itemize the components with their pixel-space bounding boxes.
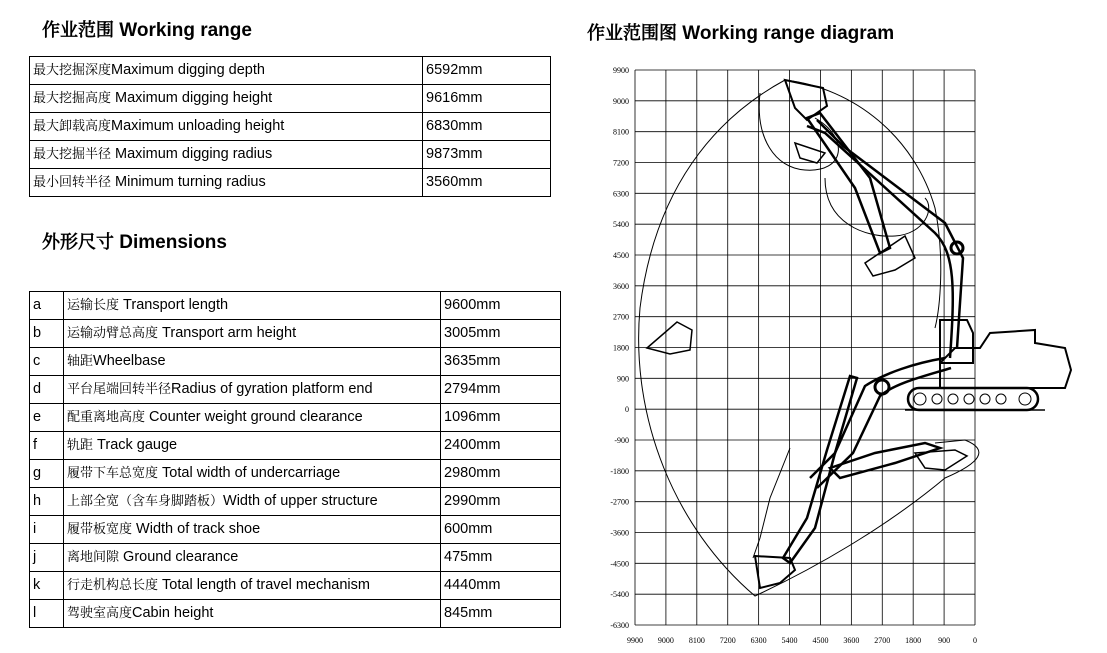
label-cn: 离地间隙 [67, 550, 120, 565]
label-en: Minimum turning radius [111, 174, 266, 190]
arm-up [807, 113, 890, 253]
bucket-extended [915, 450, 967, 470]
dimension-value: 9600mm [441, 292, 561, 320]
dimension-value: 2400mm [441, 432, 561, 460]
dimension-value: 600mm [441, 516, 561, 544]
y-tick-label: -1800 [610, 466, 629, 476]
x-tick-label: 5400 [781, 636, 798, 645]
y-tick-label: 6300 [613, 189, 629, 199]
dimension-key: k [30, 572, 64, 600]
diagram-title [587, 19, 894, 45]
dimension-value: 2980mm [441, 460, 561, 488]
y-tick-label: -5400 [610, 590, 629, 600]
dimension-key: g [30, 460, 64, 488]
dimension-value: 845mm [441, 600, 561, 628]
label-en: Total width of undercarriage [158, 465, 341, 481]
dimension-label [64, 432, 441, 460]
dimension-label [64, 292, 441, 320]
label-en: Maximum digging radius [111, 146, 273, 162]
label-cn: 配重离地高度 [67, 410, 146, 425]
label-cn: 最小回转半径 [33, 175, 112, 190]
label-cn: 运输动臂总高度 [67, 326, 159, 341]
dimension-value: 1096mm [441, 404, 561, 432]
label-cn: 最大挖掘半径 [33, 147, 112, 162]
label-en: Track gauge [93, 437, 178, 453]
x-tick-label: 0 [973, 636, 977, 645]
label-en: Counter weight ground clearance [145, 409, 363, 425]
label-cn: 最大卸载高度 [33, 119, 112, 134]
working-range-row [30, 141, 551, 169]
x-tick-label: 2700 [874, 636, 891, 645]
dimension-row [30, 572, 561, 600]
y-tick-label: 2700 [613, 312, 629, 322]
label-en: Transport length [119, 297, 229, 313]
dimension-row [30, 404, 561, 432]
diagram-title-cn: 作业范围图 [587, 23, 677, 44]
y-tick-label: -3600 [610, 528, 629, 538]
label-en: Transport arm height [158, 325, 297, 341]
working-range-label [30, 141, 423, 169]
dimension-row [30, 432, 561, 460]
dimensions-title-cn: 外形尺寸 [42, 232, 114, 253]
dimension-label [64, 320, 441, 348]
dimensions-title [42, 228, 227, 254]
y-tick-label: -900 [614, 436, 629, 445]
dimension-label [64, 348, 441, 376]
dimension-row [30, 544, 561, 572]
dimension-label [64, 376, 441, 404]
dimension-key: b [30, 320, 64, 348]
label-cn: 运输长度 [67, 298, 120, 313]
x-tick-label: 9000 [657, 636, 674, 645]
dimension-value: 3635mm [441, 348, 561, 376]
working-range-label [30, 113, 423, 141]
label-cn: 履带板宽度 [67, 522, 133, 537]
label-en: Width of upper structure [223, 493, 378, 509]
dimension-label [64, 544, 441, 572]
dimension-label [64, 404, 441, 432]
y-tick-label: 9900 [613, 66, 629, 75]
boom-up [807, 126, 953, 358]
working-range-row [30, 113, 551, 141]
dimension-row [30, 600, 561, 628]
y-tick-label: 5400 [613, 220, 629, 230]
working-range-label [30, 85, 423, 113]
y-tick-label: -6300 [610, 621, 629, 630]
dimension-key: e [30, 404, 64, 432]
dimension-row [30, 348, 561, 376]
x-tick-label: 4500 [812, 636, 829, 645]
y-tick-label: 4500 [613, 251, 629, 260]
working-range-table [29, 56, 551, 197]
dimension-key: j [30, 544, 64, 572]
max-reach-envelope [639, 80, 979, 596]
label-en: Maximum digging height [111, 90, 273, 106]
dimension-key: c [30, 348, 64, 376]
dimension-key: h [30, 488, 64, 516]
dimensions-title-en: Dimensions [119, 232, 227, 253]
working-range-value: 9873mm [423, 141, 551, 169]
y-tick-label: -4500 [610, 559, 629, 569]
label-cn: 驾驶室高度 [67, 606, 133, 621]
excavator-drawing [639, 80, 1071, 596]
y-tick-label: 1800 [613, 343, 629, 353]
dimension-value: 475mm [441, 544, 561, 572]
dimension-label [64, 488, 441, 516]
upper-structure [940, 330, 1071, 388]
label-cn: 行走机构总长度 [67, 578, 159, 593]
dimension-value: 4440mm [441, 572, 561, 600]
dimension-row [30, 292, 561, 320]
boom-up-lower [817, 120, 963, 348]
y-tick-label: 7200 [613, 158, 629, 168]
diagram-title-en: Working range diagram [682, 23, 895, 44]
x-tick-label: 7200 [719, 636, 736, 645]
working-range-row [30, 169, 551, 197]
working-range-value: 3560mm [423, 169, 551, 197]
label-cn: 最大挖掘高度 [33, 91, 112, 106]
x-tick-label: 3600 [843, 636, 860, 645]
dimension-label [64, 460, 441, 488]
dimension-label [64, 572, 441, 600]
y-tick-label: -2700 [610, 497, 629, 507]
y-tick-label: 900 [617, 374, 629, 384]
working-range-value: 6830mm [423, 113, 551, 141]
label-cn: 最大挖掘深度 [33, 63, 112, 78]
dimension-label [64, 516, 441, 544]
working-range-value: 6592mm [423, 57, 551, 85]
y-tick-label: 8100 [613, 127, 629, 137]
working-range-title [42, 16, 252, 42]
bucket-mid [865, 236, 915, 276]
dimension-value: 3005mm [441, 320, 561, 348]
label-en: Cabin height [132, 605, 214, 621]
working-range-row [30, 57, 551, 85]
working-range-label [30, 57, 423, 85]
label-en: Total length of travel mechanism [158, 577, 370, 593]
arm-down [783, 376, 857, 563]
dimension-key: i [30, 516, 64, 544]
x-tick-label: 6300 [750, 636, 767, 645]
dimension-key: d [30, 376, 64, 404]
label-en: Radius of gyration platform end [171, 381, 373, 397]
x-tick-label: 900 [938, 636, 951, 645]
y-tick-label: 0 [625, 405, 629, 415]
label-cn: 轨距 [67, 438, 94, 453]
dimension-row [30, 488, 561, 516]
dimensions-table [29, 291, 561, 628]
dimension-value: 2794mm [441, 376, 561, 404]
working-range-value: 9616mm [423, 85, 551, 113]
x-tick-label: 1800 [905, 636, 922, 645]
track-rollers [914, 393, 1031, 405]
label-cn: 上部全宽（含车身脚踏板） [67, 494, 224, 509]
label-cn: 履带下车总宽度 [67, 466, 159, 481]
dimension-key: a [30, 292, 64, 320]
dimension-label [64, 600, 441, 628]
working-range-title-cn: 作业范围 [42, 20, 114, 41]
dimension-row [30, 516, 561, 544]
label-en: Ground clearance [119, 549, 239, 565]
dimension-value: 2990mm [441, 488, 561, 516]
dimension-key: f [30, 432, 64, 460]
dimension-row [30, 376, 561, 404]
label-cn: 平台尾端回转半径 [67, 382, 172, 397]
x-tick-label: 9900 [627, 636, 643, 645]
working-range-title-en: Working range [119, 20, 252, 41]
label-en: Width of track shoe [132, 521, 261, 537]
bucket-left [647, 322, 692, 354]
working-range-label [30, 169, 423, 197]
dimension-row [30, 320, 561, 348]
dimension-key: l [30, 600, 64, 628]
y-tick-label: 3600 [613, 281, 629, 291]
label-en: Maximum unloading height [111, 118, 285, 134]
working-range-row [30, 85, 551, 113]
label-en: Wheelbase [93, 353, 166, 369]
label-cn: 轴距 [67, 354, 94, 369]
x-tick-label: 8100 [688, 636, 705, 645]
dimension-row [30, 460, 561, 488]
boom-down-lower [817, 368, 951, 488]
label-en: Maximum digging depth [111, 62, 265, 78]
working-range-diagram [595, 58, 1095, 653]
y-tick-label: 9000 [613, 96, 629, 106]
